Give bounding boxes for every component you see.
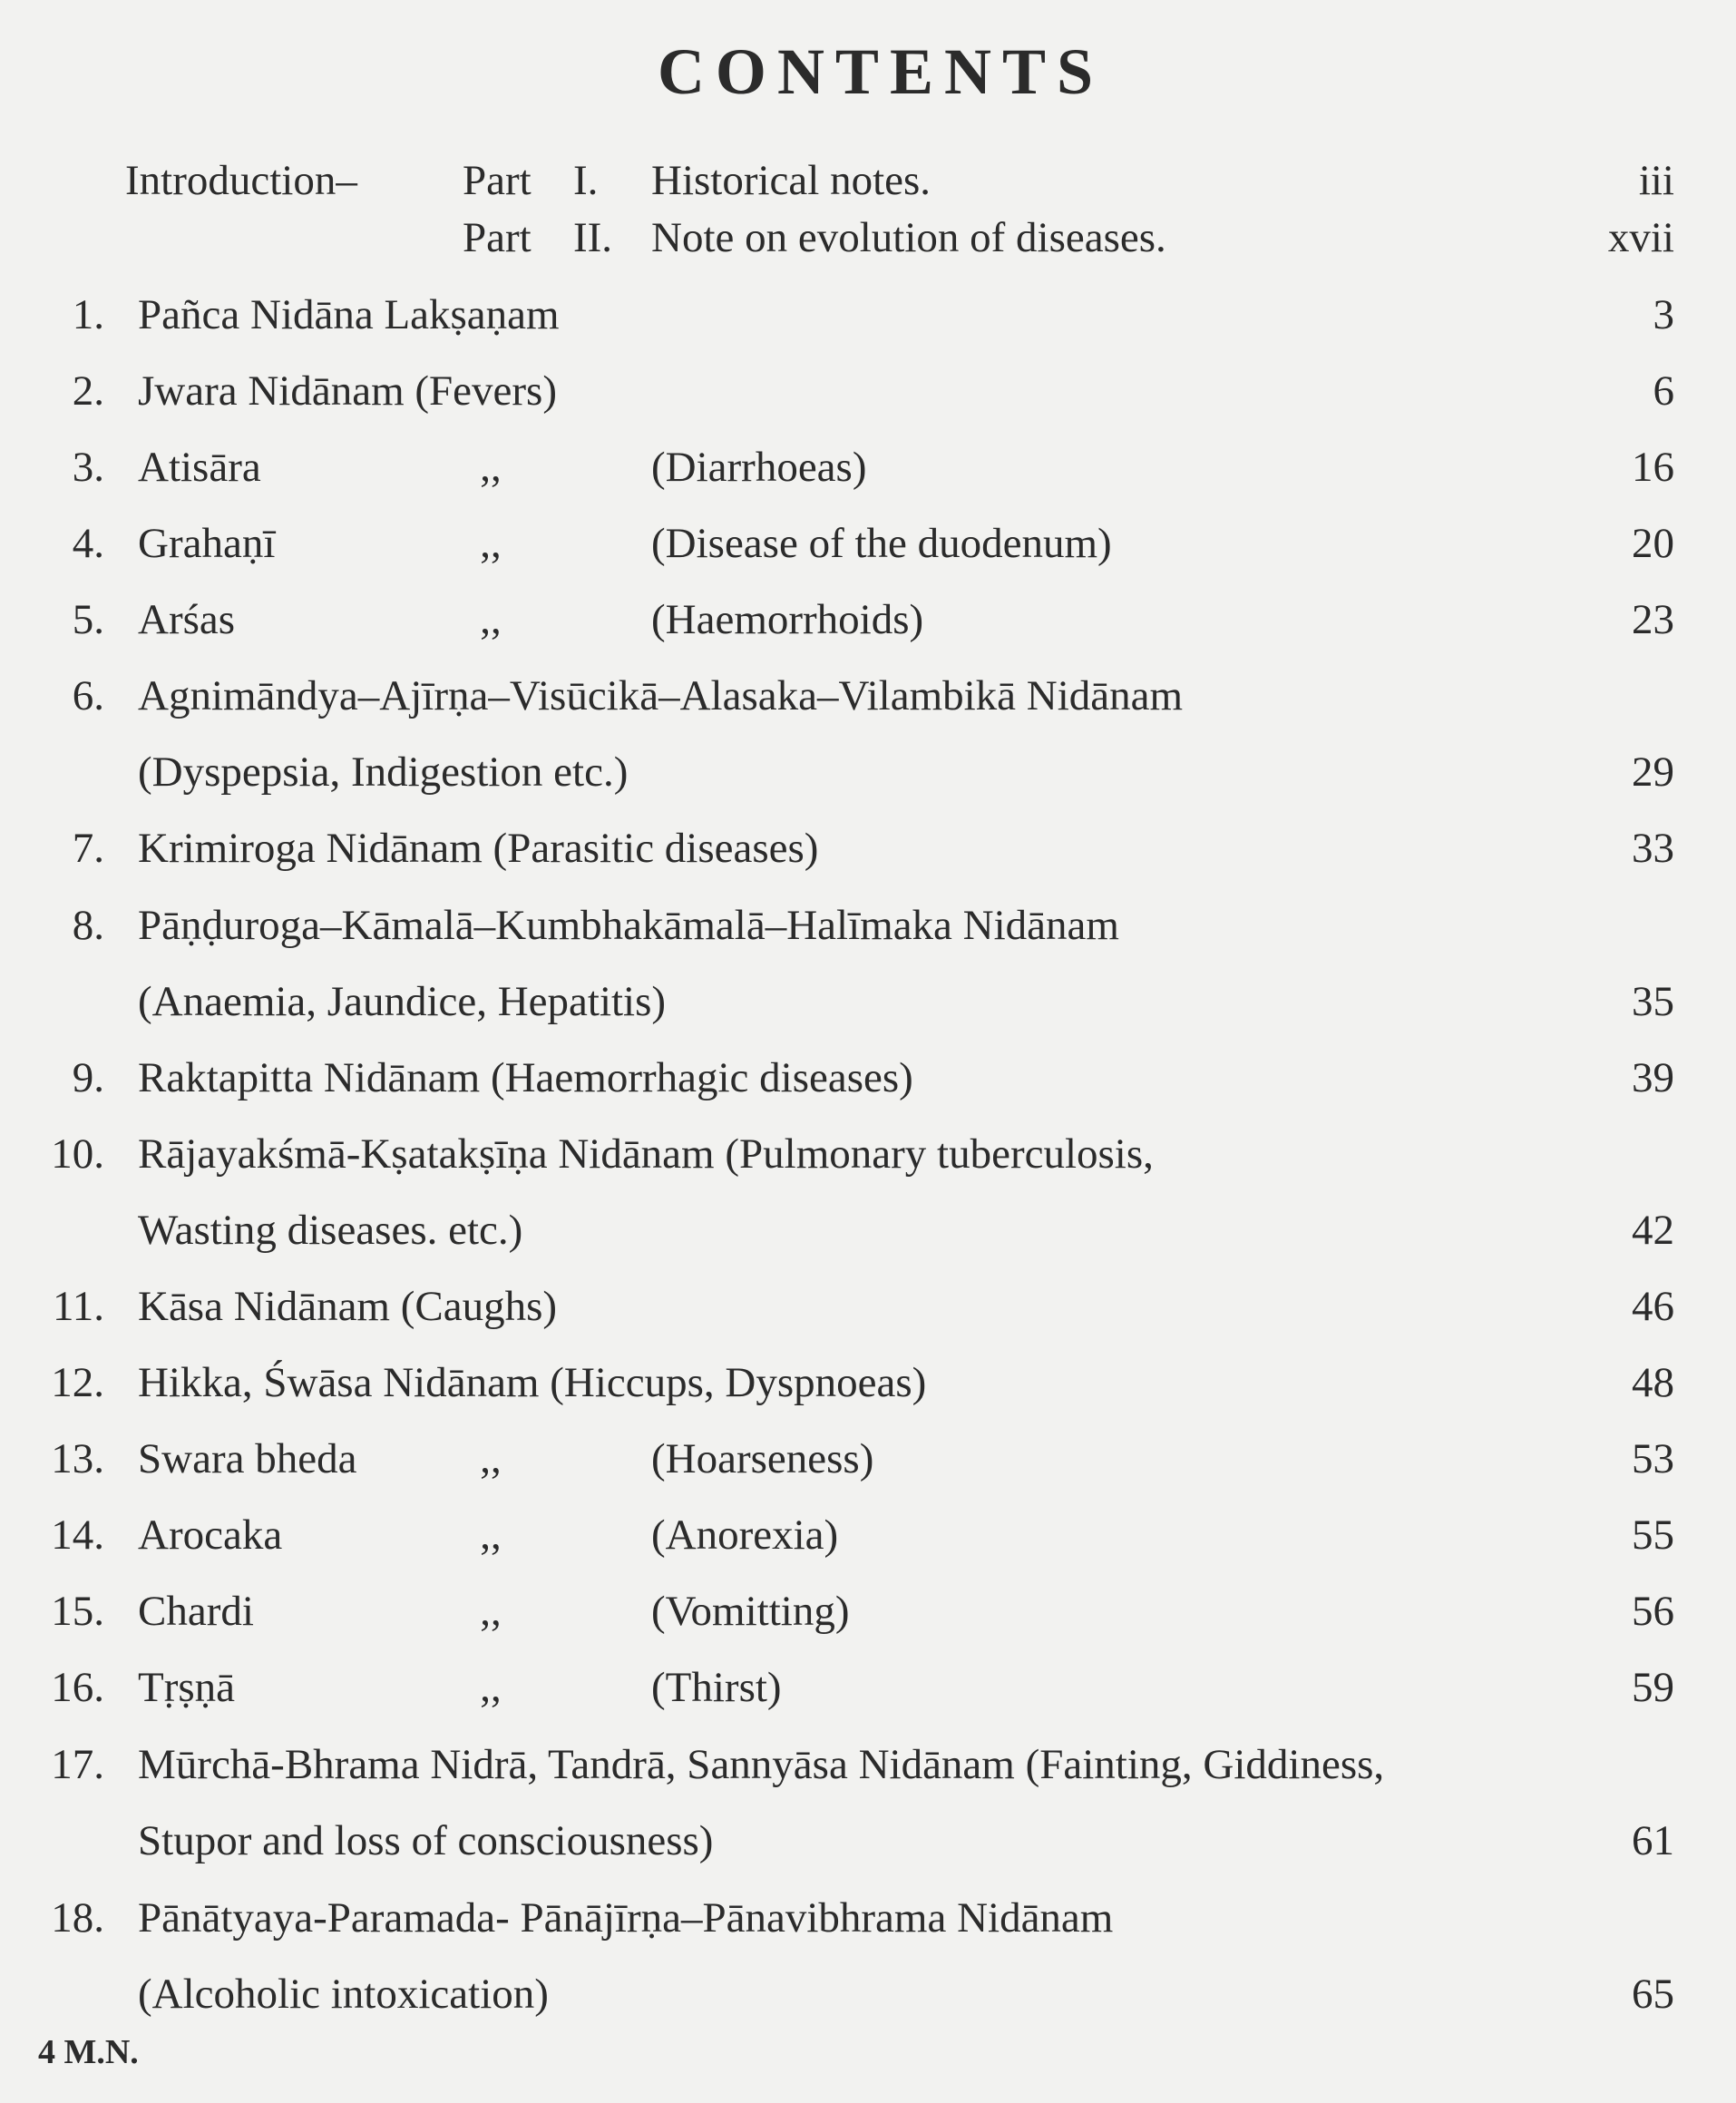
entry-number: 7. <box>72 825 104 872</box>
page-number: 20 <box>1632 520 1674 567</box>
contents-entry <box>0 1656 1736 1719</box>
page-number: 61 <box>1632 1817 1674 1864</box>
entry-title: Chardi <box>138 1588 254 1635</box>
entry-number: 1. <box>72 291 104 338</box>
page-number: iii <box>1638 157 1674 204</box>
page-number: 29 <box>1632 748 1674 796</box>
contents-entry <box>0 970 1736 1033</box>
entry-gloss: (Disease of the duodenum) <box>651 520 1112 567</box>
page-number: 16 <box>1632 444 1674 491</box>
page-number: 48 <box>1632 1359 1674 1406</box>
page-number: xvii <box>1607 214 1674 261</box>
entry-gloss: (Anorexia) <box>651 1511 839 1559</box>
entry-number: 2. <box>72 367 104 415</box>
page-title: CONTENTS <box>657 35 1105 108</box>
part-title: Note on evolution of diseases. <box>651 214 1166 261</box>
contents-entry <box>0 1122 1736 1186</box>
part-label: Part <box>463 214 532 261</box>
page-number: 56 <box>1632 1588 1674 1635</box>
ditto-mark: ,, <box>480 444 502 491</box>
part-title: Historical notes. <box>651 157 931 204</box>
contents-entry <box>0 588 1736 651</box>
ditto-mark: ,, <box>480 1511 502 1559</box>
ditto-mark: ,, <box>480 520 502 567</box>
page-number: 65 <box>1632 1971 1674 2018</box>
entry-title: (Alcoholic intoxication) <box>138 1971 549 2018</box>
entry-number: 17. <box>51 1741 104 1788</box>
ditto-mark: ,, <box>480 1435 502 1482</box>
entry-number: 12. <box>51 1359 104 1406</box>
entry-title: Raktapitta Nidānam (Haemorrhagic diseases) <box>138 1054 913 1101</box>
entry-gloss: (Thirst) <box>651 1664 782 1711</box>
entry-gloss: (Vomitting) <box>651 1588 850 1635</box>
ditto-mark: ,, <box>480 596 502 643</box>
entry-number: 18. <box>51 1894 104 1942</box>
contents-entry <box>0 1733 1736 1796</box>
part-number: I. <box>573 157 599 204</box>
part-number: II. <box>573 214 613 261</box>
contents-entry <box>0 1275 1736 1338</box>
entry-number: 11. <box>52 1283 104 1330</box>
page-number: 6 <box>1653 367 1674 415</box>
ditto-mark: ,, <box>480 1588 502 1635</box>
page-number: 46 <box>1632 1283 1674 1330</box>
entry-number: 6. <box>72 672 104 719</box>
entry-title: Krimiroga Nidānam (Parasitic diseases) <box>138 825 819 872</box>
ditto-mark: ,, <box>480 1664 502 1711</box>
contents-entry <box>0 1503 1736 1567</box>
contents-entry <box>0 1198 1736 1262</box>
entry-number: 13. <box>51 1435 104 1482</box>
entry-title: Hikka, Śwāsa Nidānam (Hiccups, Dyspnoeas) <box>138 1359 927 1406</box>
contents-entry <box>0 894 1736 957</box>
contents-entry <box>0 817 1736 880</box>
page-number: 39 <box>1632 1054 1674 1101</box>
contents-entry <box>0 1580 1736 1643</box>
entry-title: Kāsa Nidānam (Caughs) <box>138 1283 558 1330</box>
entry-number: 4. <box>72 520 104 567</box>
entry-number: 16. <box>51 1664 104 1711</box>
entry-number: 8. <box>72 902 104 949</box>
entry-title: Pānātyaya-Paramada- Pānājīrṇa–Pānavibhrama Nidānam <box>138 1894 1114 1942</box>
entry-title: Swara bheda <box>138 1435 357 1482</box>
entry-title: Wasting diseases. etc.) <box>138 1207 523 1254</box>
page-number: 23 <box>1632 596 1674 643</box>
part-label: Part <box>463 157 532 204</box>
entry-gloss: (Hoarseness) <box>651 1435 874 1482</box>
contents-entry <box>0 512 1736 575</box>
entry-title: Pāṇḍuroga–Kāmalā–Kumbhakāmalā–Halīmaka Nidānam <box>138 902 1119 949</box>
entry-title: (Anaemia, Jaundice, Hepatitis) <box>138 978 667 1025</box>
contents-entry <box>0 740 1736 804</box>
entry-gloss: (Haemorrhoids) <box>651 596 924 643</box>
entry-number: 14. <box>51 1511 104 1559</box>
entry-number: 10. <box>51 1130 104 1178</box>
intro-row <box>0 149 1736 212</box>
contents-entry <box>0 1046 1736 1110</box>
entry-title: Jwara Nidānam (Fevers) <box>138 367 557 415</box>
contents-entry <box>0 359 1736 423</box>
entry-number: 5. <box>72 596 104 643</box>
page-number: 42 <box>1632 1207 1674 1254</box>
contents-entry <box>0 1427 1736 1491</box>
contents-entry <box>0 1809 1736 1873</box>
page-number: 33 <box>1632 825 1674 872</box>
page-number: 3 <box>1653 291 1674 338</box>
contents-entry <box>0 1351 1736 1414</box>
entry-title: Mūrchā-Bhrama Nidrā, Tandrā, Sannyāsa Nidānam (Fainting, Giddiness, <box>138 1741 1385 1788</box>
entry-title: Agnimāndya–Ajīrṇa–Visūcikā–Alasaka–Vilambikā Nidānam <box>138 672 1184 719</box>
entry-title: Arśas <box>138 596 236 643</box>
page-number: 53 <box>1632 1435 1674 1482</box>
contents-entry <box>0 1886 1736 1950</box>
entry-title: Tṛṣṇā <box>138 1664 236 1711</box>
entry-title: Atisāra <box>138 444 261 491</box>
entry-number: 15. <box>51 1588 104 1635</box>
intro-label: Introduction– <box>125 157 357 204</box>
contents-entry <box>0 1962 1736 2026</box>
page-number: 55 <box>1632 1511 1674 1559</box>
entry-title: (Dyspepsia, Indigestion etc.) <box>138 748 629 796</box>
entry-title: Rājayakśmā-Kṣatakṣīṇa Nidānam (Pulmonary tuberculosis, <box>138 1130 1154 1178</box>
entry-title: Stupor and loss of consciousness) <box>138 1817 714 1864</box>
entry-number: 3. <box>72 444 104 491</box>
entry-title: Grahaṇī <box>138 520 276 567</box>
entry-gloss: (Diarrhoeas) <box>651 444 867 491</box>
entry-title: Arocaka <box>138 1511 283 1559</box>
contents-entry <box>0 283 1736 347</box>
signature-mark: 4 M.N. <box>38 2033 139 2071</box>
contents-entry <box>0 664 1736 728</box>
intro-row <box>0 206 1736 269</box>
page-number: 59 <box>1632 1664 1674 1711</box>
contents-entry <box>0 435 1736 499</box>
entry-title: Pañca Nidāna Lakṣaṇam <box>138 291 560 338</box>
entry-number: 9. <box>72 1054 104 1101</box>
page-number: 35 <box>1632 978 1674 1025</box>
